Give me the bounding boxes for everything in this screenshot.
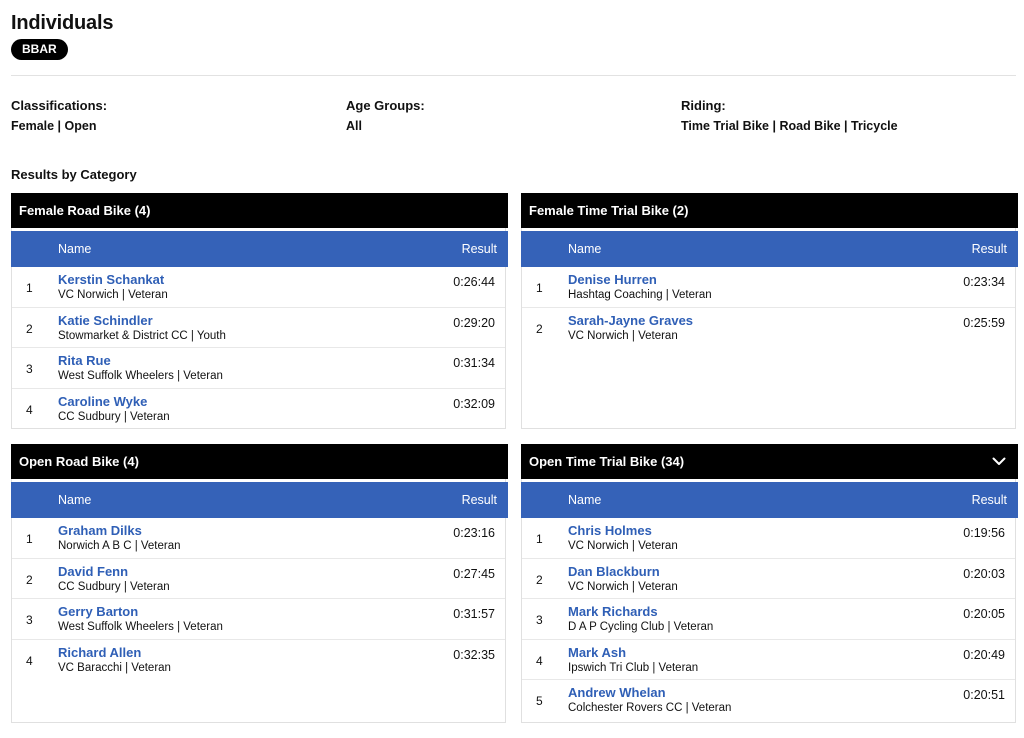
result-time: 0:27:45 [453, 566, 495, 581]
rider-club-category: D A P Cycling Club | Veteran [568, 621, 714, 633]
results-list [522, 267, 1015, 348]
result-time: 0:19:56 [963, 526, 1005, 540]
table-row [12, 559, 505, 600]
position: 2 [536, 572, 543, 587]
column-result-label: Result [461, 242, 497, 256]
rider-name-link[interactable]: Sarah-Jayne Graves [568, 312, 694, 328]
table-row [12, 267, 505, 308]
card-title: Open Road Bike (4) [19, 454, 139, 469]
results-list [522, 518, 1015, 721]
rider-name-link[interactable]: Denise Hurren [568, 272, 657, 287]
result-time: 0:25:59 [963, 315, 1005, 330]
result-time: 0:26:44 [453, 275, 495, 289]
result-time: 0:20:05 [963, 607, 1005, 621]
position: 3 [26, 362, 33, 376]
table-row [522, 267, 1015, 308]
category-card-open-time-trial-bike [521, 444, 1016, 723]
rider-name-link[interactable]: David Fenn [58, 563, 129, 579]
result-time: 0:23:34 [963, 275, 1005, 289]
event-badge: BBAR [11, 39, 68, 60]
rider-name-link[interactable]: Graham Dilks [58, 523, 142, 538]
riding-block [681, 98, 898, 133]
position: 2 [26, 321, 33, 336]
result-time: 0:23:16 [453, 526, 495, 540]
position: 3 [26, 613, 33, 627]
table-row [522, 559, 1015, 600]
rider-club-category: VC Norwich | Veteran [568, 580, 678, 593]
classifications-label: Classifications: [11, 98, 108, 113]
result-time: 0:32:35 [453, 647, 495, 662]
column-name-label: Name [58, 242, 92, 256]
table-row [522, 518, 1015, 559]
position: 4 [536, 653, 543, 668]
result-time: 0:20:49 [963, 647, 1005, 662]
rider-club-category: CC Sudbury | Veteran [58, 580, 170, 593]
card-title: Female Time Trial Bike (2) [529, 203, 689, 218]
riding-label: Riding: [681, 98, 726, 113]
column-header [11, 231, 508, 267]
rider-name-link[interactable]: Mark Richards [568, 604, 658, 619]
rider-name-link[interactable]: Kerstin Schankat [58, 272, 165, 287]
age-groups-value: All [346, 119, 362, 133]
age-groups-block [346, 98, 425, 133]
rider-name-link[interactable]: Rita Rue [58, 353, 111, 368]
rider-club-category: West Suffolk Wheelers | Veteran [58, 370, 223, 382]
rider-club-category: Colchester Rovers CC | Veteran [568, 702, 732, 714]
result-time: 0:20:51 [963, 688, 1005, 702]
rider-club-category: CC Sudbury | Veteran [58, 410, 170, 423]
classifications-value: Female | Open [11, 119, 97, 133]
card-title: Female Road Bike (4) [19, 203, 151, 218]
results-list [12, 518, 505, 680]
chevron-down-icon[interactable] [988, 451, 1010, 473]
position: 5 [536, 694, 543, 708]
rider-name-link[interactable]: Andrew Whelan [568, 685, 666, 700]
column-name-label: Name [568, 493, 602, 507]
column-header [521, 482, 1018, 518]
position: 1 [536, 532, 543, 546]
position: 1 [26, 281, 33, 295]
position: 1 [26, 532, 33, 546]
card-title: Open Time Trial Bike (34) [529, 454, 685, 469]
category-card-female-time-trial-bike [521, 193, 1016, 429]
position: 4 [26, 402, 33, 417]
rider-name-link[interactable]: Mark Ash [568, 644, 627, 660]
table-row [12, 640, 505, 681]
result-time: 0:29:20 [453, 315, 495, 330]
result-time: 0:20:03 [963, 566, 1005, 581]
table-row [12, 308, 505, 349]
table-row [12, 389, 505, 430]
results-list [12, 267, 505, 429]
column-header [11, 482, 508, 518]
table-row [12, 518, 505, 559]
rider-name-link[interactable]: Gerry Barton [58, 604, 139, 619]
card-header[interactable] [11, 444, 508, 479]
page-title: Individuals [11, 12, 114, 34]
table-row [522, 599, 1015, 640]
divider [11, 75, 1016, 76]
table-row [522, 308, 1015, 349]
card-header[interactable] [521, 444, 1018, 479]
column-name-label: Name [58, 493, 92, 507]
rider-name-link[interactable]: Katie Schindler [58, 312, 153, 328]
riding-value: Time Trial Bike | Road Bike | Tricycle [681, 119, 898, 133]
rider-club-category: West Suffolk Wheelers | Veteran [58, 621, 223, 633]
table-row [12, 599, 505, 640]
position: 2 [26, 572, 33, 587]
result-time: 0:32:09 [453, 396, 495, 411]
rider-club-category: Ipswich Tri Club | Veteran [568, 661, 699, 674]
position: 2 [536, 321, 543, 336]
section-title: Results by Category [11, 167, 137, 182]
rider-club-category: VC Norwich | Veteran [58, 289, 168, 301]
rider-name-link[interactable]: Richard Allen [58, 644, 142, 660]
rider-club-category: Norwich A B C | Veteran [58, 540, 181, 552]
column-header [521, 231, 1018, 267]
card-header[interactable] [521, 193, 1018, 228]
result-time: 0:31:34 [453, 356, 495, 370]
rider-name-link[interactable]: Chris Holmes [568, 523, 652, 538]
classifications-block [11, 98, 107, 133]
column-result-label: Result [461, 493, 497, 507]
column-result-label: Result [971, 242, 1007, 256]
card-header[interactable] [11, 193, 508, 228]
rider-club-category: VC Baracchi | Veteran [58, 661, 171, 674]
category-card-female-road-bike [11, 193, 506, 429]
rider-club-category: VC Norwich | Veteran [568, 540, 678, 552]
result-time: 0:31:57 [453, 607, 495, 621]
age-groups-label: Age Groups: [346, 98, 425, 113]
table-row [522, 680, 1015, 721]
table-row [522, 640, 1015, 681]
rider-club-category: Hashtag Coaching | Veteran [568, 289, 712, 301]
position: 4 [26, 653, 33, 668]
category-card-open-road-bike [11, 444, 506, 723]
rider-name-link[interactable]: Caroline Wyke [58, 393, 148, 409]
column-name-label: Name [568, 242, 602, 256]
rider-name-link[interactable]: Dan Blackburn [568, 563, 660, 579]
rider-club-category: VC Norwich | Veteran [568, 329, 678, 342]
column-result-label: Result [971, 493, 1007, 507]
position: 1 [536, 281, 543, 295]
position: 3 [536, 613, 543, 627]
table-row [12, 348, 505, 389]
rider-club-category: Stowmarket & District CC | Youth [58, 329, 226, 342]
